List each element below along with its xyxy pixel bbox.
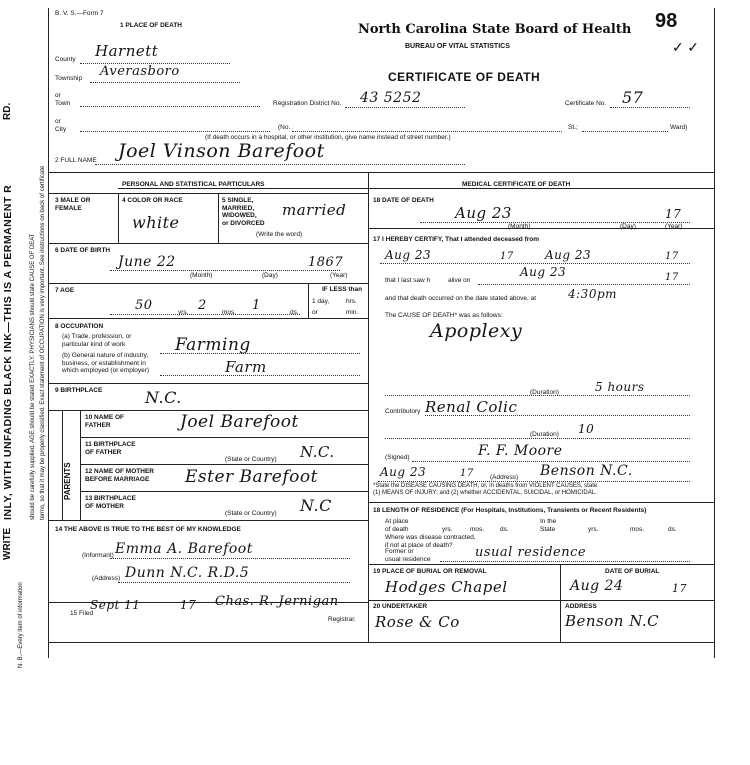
- state-mos-label: mos.: [630, 526, 645, 533]
- ward-label: Ward): [670, 124, 688, 131]
- informant-address-value: Dunn N.C. R.D.5: [125, 565, 250, 581]
- parents-label: PARENTS: [63, 462, 72, 500]
- undertaker-value: Rose & Co: [375, 613, 460, 631]
- death-day-label: (Day): [620, 223, 636, 230]
- occupation-trade-value: Farming: [175, 335, 251, 355]
- occupation-a-label: (a) Trade, profession, or particular kind of work: [62, 333, 132, 348]
- state-yrs-label: yrs.: [588, 526, 599, 533]
- attend-to-year: 17: [665, 251, 679, 262]
- margin-rd: RD.: [2, 102, 13, 120]
- burial-year-value: 17: [672, 582, 687, 595]
- undertaker-address-value: Benson N.C: [565, 612, 660, 630]
- township-label: Township: [55, 75, 83, 82]
- birth-month-value: June 22: [118, 254, 176, 270]
- sex-label: 3 MALE OR FEMALE: [55, 197, 91, 212]
- birthplace-label: 9 BIRTHPLACE: [55, 387, 103, 394]
- occupation-b-label: (b) General nature of industry, business, or establishment in which employed (or employer): [62, 352, 150, 374]
- color-label: 4 COLOR OR RACE: [122, 197, 183, 204]
- contributory-value: Renal Colic: [425, 398, 518, 416]
- certificate-no-value: 57: [622, 88, 644, 107]
- birth-day-label: (Day): [262, 272, 278, 279]
- marital-label: 5 SINGLE, MARRIED, WIDOWED, or DIVORCED: [222, 197, 265, 227]
- full-name-value: Joel Vinson Barefoot: [118, 140, 325, 162]
- at-place-label: At place of death: [385, 518, 409, 533]
- contributory-label: Contributory: [385, 408, 421, 415]
- physician-address-label: (Address): [490, 474, 519, 481]
- certify-label: 17 I HEREBY CERTIFY, That I attended deceased from: [373, 236, 540, 243]
- duration-label-1: (Duration): [530, 389, 559, 396]
- margin-permanent-record: INLY, WITH UNFADING BLACK INK—THIS IS A PERMANENT R: [2, 184, 14, 520]
- mother-state-label: (State or Country): [225, 510, 277, 517]
- marital-value: married: [282, 201, 347, 219]
- certificate-no-label: Certificate No.: [565, 100, 607, 107]
- registration-district-label: Registration District No.: [273, 100, 342, 107]
- registrar-value: Chas. R. Jernigan: [215, 594, 339, 609]
- filed-label: 15 Filed: [70, 610, 94, 617]
- burial-date-value: Aug 24: [570, 578, 624, 594]
- place-yrs-label: yrs.: [442, 526, 453, 533]
- address-label: (Address): [92, 575, 121, 582]
- board-title: North Carolina State Board of Health: [358, 22, 632, 37]
- registration-district-value: 43 5252: [360, 90, 422, 106]
- age-days-value: 1: [252, 298, 261, 313]
- duration-1-value: 5 hours: [595, 380, 645, 394]
- hospital-note: (If death occurs in a hospital, or other institution, give name instead of street number.): [205, 134, 451, 141]
- burial-label: 19 PLACE OF BURIAL OR REMOVAL: [373, 568, 487, 575]
- where-contracted-label: Where was disease contracted, if not at place of death?: [385, 534, 476, 549]
- birth-month-label: (Month): [190, 272, 213, 279]
- father-name-value: Joel Barefoot: [180, 412, 299, 432]
- margin-note-age-exactly: should be carefully supplied. AGE should be stated EXACTLY. PHYSICIANS should state CAUSE OF DEAT: [30, 233, 36, 520]
- write-word-label: (Write the word): [256, 231, 303, 238]
- address-caps-label: ADDRESS: [565, 603, 597, 610]
- birth-year-value: 1867: [308, 255, 344, 270]
- st-label: St.;: [568, 124, 578, 131]
- township-value: Averasboro: [100, 64, 180, 79]
- birth-year-label: (Year): [330, 272, 348, 279]
- undertaker-label: 20 UNDERTAKER: [373, 603, 428, 610]
- death-month-label: (Month): [508, 223, 531, 230]
- state-disease-note: *State the DISEASE CAUSING DEATH, or, in deaths from VIOLENT CAUSES, state (1) MEANS OF INJURY; and (2) whether ACCIDENTAL, SUICIDAL, or HOMICIDAL.: [373, 483, 598, 496]
- signed-date-value: Aug 23: [380, 465, 427, 479]
- min-label: min.: [346, 309, 359, 316]
- full-name-label: 2 FULL NAME: [55, 157, 97, 164]
- place-mos-label: mos.: [470, 526, 485, 533]
- duration-label-2: (Duration): [530, 431, 559, 438]
- less-than-label: IF LESS than: [322, 286, 363, 293]
- alive-on-label: alive on: [448, 277, 471, 284]
- physician-address-value: Benson N.C.: [540, 463, 633, 479]
- place-ds-label: ds.: [500, 526, 509, 533]
- medical-header: MEDICAL CERTIFICATE OF DEATH: [462, 181, 571, 188]
- length-residence-label: 18 LENGTH OF RESIDENCE (For Hospitals, Institutions, Transients or Recent Residents): [373, 507, 647, 514]
- usual-residence-value: usual residence: [475, 545, 587, 560]
- last-saw-value: Aug 23: [520, 265, 567, 279]
- mother-name-value: Ester Barefoot: [185, 467, 318, 487]
- death-time-value: 4:30pm: [568, 287, 618, 301]
- place-of-death-label: 1 PLACE OF DEATH: [120, 22, 182, 29]
- age-mos-label: mos.: [222, 309, 237, 316]
- certificate-title: CERTIFICATE OF DEATH: [388, 70, 541, 84]
- last-saw-year: 17: [665, 272, 679, 283]
- death-year-label: (Year): [665, 223, 683, 230]
- or-label: or: [312, 309, 318, 316]
- cause-label: The CAUSE OF DEATH* was as follows:: [385, 312, 503, 319]
- attend-from-value: Aug 23: [385, 248, 432, 262]
- state-ds-label: ds.: [668, 526, 677, 533]
- corner-number: 98: [655, 10, 678, 32]
- physician-value: F. F. Moore: [478, 443, 563, 459]
- form-code: B. V. S.—Form 7: [55, 10, 104, 17]
- hrs-label: hrs.: [346, 298, 357, 305]
- signed-label: (Signed): [385, 454, 410, 461]
- last-saw-label: that I last saw h: [385, 277, 431, 284]
- age-years-value: 50: [135, 298, 153, 313]
- cause-value: Apoplexy: [430, 320, 523, 342]
- attend-from-year: 17: [500, 251, 514, 262]
- signed-year-value: 17: [460, 468, 474, 479]
- mother-label: 12 NAME OF MOTHER BEFORE MARRIAGE: [85, 468, 154, 483]
- death-occurred-label: and that death occurred on the date stated above, at: [385, 295, 537, 302]
- personal-header: PERSONAL AND STATISTICAL PARTICULARS: [122, 181, 265, 188]
- burial-place-value: Hodges Chapel: [385, 578, 508, 596]
- true-statement-label: 14 THE ABOVE IS TRUE TO THE BEST OF MY KNOWLEDGE: [55, 526, 241, 533]
- duration-2-value: 10: [578, 422, 595, 436]
- date-burial-label: DATE OF BURIAL: [605, 568, 660, 575]
- filed-date-value: Sept 11: [90, 598, 141, 612]
- informant-label: (Informant): [82, 552, 114, 559]
- margin-write: WRITE: [2, 527, 13, 560]
- birthplace-value: N.C.: [145, 388, 182, 407]
- occupation-label: 8 OCCUPATION: [55, 323, 104, 330]
- occupation-industry-value: Farm: [225, 358, 267, 376]
- county-label: County: [55, 56, 76, 63]
- age-months-value: 2: [198, 298, 207, 313]
- age-label: 7 AGE: [55, 287, 75, 294]
- informant-value: Emma A. Barefoot: [115, 541, 253, 557]
- bureau-title: BUREAU OF VITAL STATISTICS: [405, 43, 510, 50]
- check-marks: ✓ ✓: [672, 41, 699, 56]
- age-yrs-label: yrs.: [178, 309, 189, 316]
- one-day-label: 1 day,: [312, 298, 330, 305]
- father-birthplace-label: 11 BIRTHPLACE OF FATHER: [85, 441, 136, 456]
- city-label: or City: [55, 118, 67, 133]
- date-of-death-label: 18 DATE OF DEATH: [373, 197, 434, 204]
- father-label: 10 NAME OF FATHER: [85, 414, 125, 429]
- filed-year-value: 17: [180, 598, 197, 612]
- county-value: Harnett: [95, 42, 159, 60]
- death-month-value: Aug 23: [455, 204, 512, 222]
- in-state-label: In the State: [540, 518, 557, 533]
- margin-note-every-item: N. B.—Every item of information: [18, 582, 24, 668]
- age-ds-label: ds.: [290, 309, 299, 316]
- attend-to-value: Aug 23: [545, 248, 592, 262]
- no-label: (No.: [278, 124, 291, 131]
- race-value: white: [132, 213, 180, 232]
- mother-birthplace-value: N.C: [300, 496, 332, 515]
- mother-birthplace-label: 13 BIRTHPLACE OF MOTHER: [85, 495, 136, 510]
- margin-note-classified: terms, so that it may be properly classified. Exact statement of OCCUPATION is very important. See instructions on back of certificate: [40, 165, 46, 520]
- father-birthplace-value: N.C.: [300, 443, 335, 461]
- town-label: or Town: [55, 92, 71, 107]
- registrar-label: Registrar.: [328, 616, 356, 623]
- date-of-birth-label: 6 DATE OF BIRTH: [55, 247, 111, 254]
- death-year-value: 17: [665, 207, 682, 221]
- father-state-label: (State or Country): [225, 456, 277, 463]
- former-residence-label: Former or usual residence: [385, 548, 431, 563]
